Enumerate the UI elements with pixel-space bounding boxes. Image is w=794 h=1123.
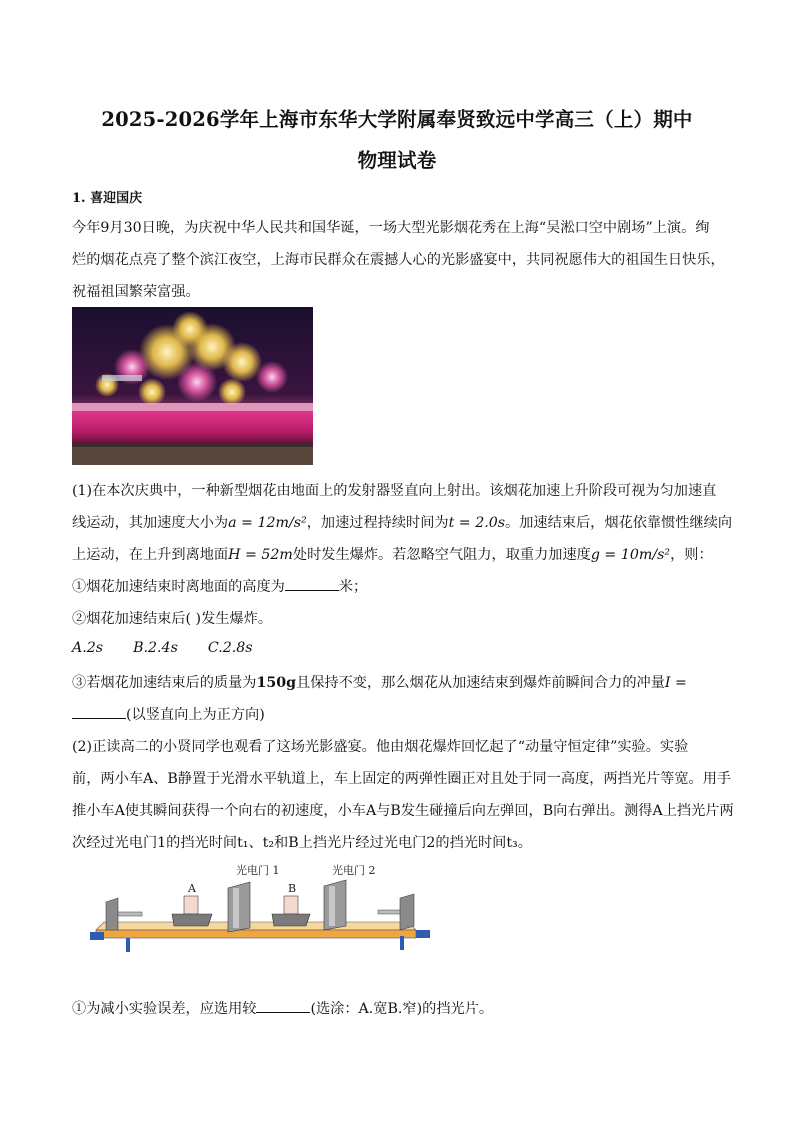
end-stop-right [400, 894, 414, 930]
p1-gravity-value: g = 10m/s² [590, 547, 671, 563]
gate-1-label: 光电门 1 [236, 864, 280, 877]
p1-accel-value: a = 12m/s² [228, 515, 307, 531]
exam-title-line1: 2025-2026学年上海市东华大学附属奉贤致远中学高三（上）期中 [101, 108, 693, 131]
p1-sub-2: ②烟花加速结束后( )发生爆炸。 [72, 611, 273, 627]
track-leg-right [400, 936, 404, 950]
p1-line-2 [72, 512, 732, 532]
p1-line-1: (1)在本次庆典中，一种新型烟花由地面上的发射器竖直向上射出。该烟花加速上升阶段可视为匀加速直 [72, 483, 717, 499]
answer-blank-1[interactable] [285, 578, 339, 591]
p1-line-2-text-a: 线运动，其加速度大小为 [72, 515, 229, 531]
p2-line-3: 推小车A使其瞬间获得一个向右的初速度，小车A与B发生碰撞后向左弹回，B向右弹出。测得A上挡光片两 [72, 803, 734, 819]
intro-line-3: 祝福祖国繁荣富强。 [72, 284, 200, 300]
p2-line-1: (2)正读高二的小贤同学也观看了这场光影盛宴。他由烟花爆炸回忆起了“动量守恒定律”实验。实验 [72, 739, 689, 755]
p1-line-3-text-a: 上运动，在上升到离地面 [72, 547, 229, 563]
cart-a-flag [184, 896, 198, 914]
cart-b [272, 914, 310, 926]
track-leg-left [126, 938, 130, 952]
p1-line-3 [72, 544, 713, 564]
track-foot-right [416, 930, 430, 938]
exam-title-line2: 物理试卷 [357, 149, 437, 172]
p1-options [72, 640, 283, 656]
p1-sub-1-unit: 米； [338, 579, 368, 595]
track-body [96, 930, 416, 938]
option-a[interactable]: A.2s [72, 640, 104, 656]
end-stop-left [106, 898, 118, 930]
p2-line-4: 次经过光电门1的挡光时间t₁、t₂和B上挡光片经过光电门2的挡光时间t₃。 [72, 835, 532, 851]
option-b[interactable]: B.2.4s [133, 640, 178, 656]
p1-sub-3-text-a: ③若烟花加速结束后的质量为 [72, 675, 257, 691]
track-top [96, 922, 416, 930]
answer-blank-3[interactable] [256, 1000, 310, 1013]
p1-sub-1-text: ①烟花加速结束时离地面的高度为 [72, 579, 285, 595]
p1-line-2-text-e: 。加速结束后，烟花依靠惯性继续向 [505, 515, 733, 531]
p2-sub-1-text: ①为减小实验误差，应选用较 [72, 1001, 257, 1017]
intro-line-1: 今年9月30日晚，为庆祝中华人民共和国华诞，一场大型光影烟花秀在上海“吴淞口空中剧场”上演。绚 [72, 220, 710, 236]
intro-line-2: 烂的烟花点亮了整个滨江夜空，上海市民群众在震撼人心的光影盛宴中，共同祝愿伟大的祖国生日快乐， [72, 252, 725, 268]
question-1-heading: 1. 喜迎国庆 [72, 191, 143, 206]
momentum-experiment-diagram [88, 860, 433, 960]
p1-time-value: t = 2.0s [448, 515, 506, 531]
cart-b-label: B [288, 882, 297, 895]
cart-a [172, 914, 212, 926]
p2-sub-1-options: (选涂：A.宽B.窄)的挡光片。 [310, 1001, 494, 1017]
cart-b-flag [284, 896, 298, 914]
p1-height-value: H = 52m [228, 547, 293, 563]
track-foot-left [90, 932, 104, 940]
p1-line-2-text-c: ，加速过程持续时间为 [306, 515, 449, 531]
p1-mass-value: 150g [256, 675, 296, 691]
p1-sub-3 [72, 672, 687, 692]
p1-sub-3-direction: (以竖直向上为正方向) [126, 707, 265, 723]
fireworks-photo [72, 307, 313, 465]
p2-sub-1 [72, 998, 493, 1018]
p1-sub-3-text-c: 且保持不变，那么烟花从加速结束到爆炸前瞬间合力的冲量 [296, 675, 665, 691]
p1-sub-1 [72, 576, 367, 596]
answer-blank-2[interactable] [72, 706, 126, 719]
p2-line-2: 前，两小车A、B静置于光滑水平轨道上，车上固定的两弹性圈正对且处于同一高度，两挡光片等宽。用手 [72, 771, 732, 787]
option-c[interactable]: C.2.8s [207, 640, 253, 656]
p1-line-3-text-c: 处时发生爆炸。若忽略空气阻力，取重力加速度 [292, 547, 591, 563]
p1-impulse-symbol: I = [664, 675, 687, 691]
gate-2-label: 光电门 2 [332, 864, 376, 877]
p1-sub-3-cont [72, 704, 265, 724]
cart-a-label: A [188, 882, 196, 895]
p1-line-3-text-e: ，则： [670, 547, 713, 563]
